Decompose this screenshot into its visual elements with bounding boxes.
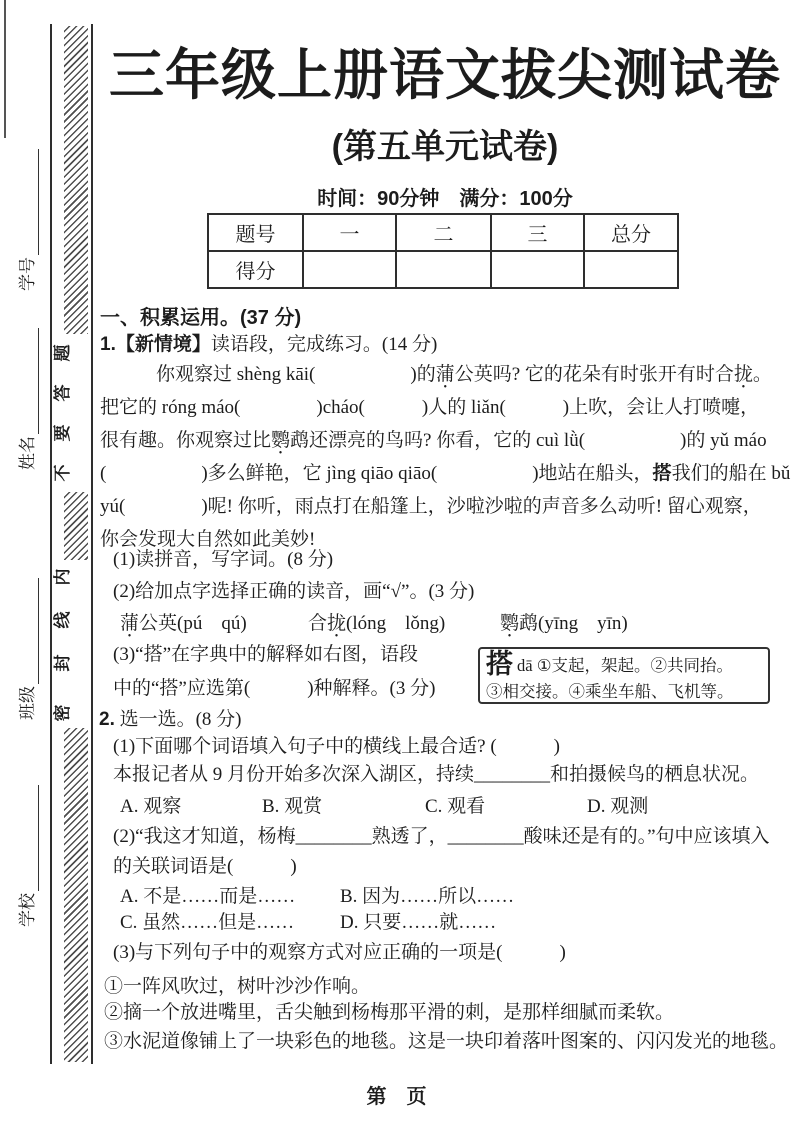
q1-sub1: (1)读拼音，写字词。(8 分): [113, 549, 334, 570]
question1-number: 1.: [100, 334, 116, 355]
seal-char: 封: [53, 654, 72, 672]
passage-line: [100, 462, 790, 486]
dotted-char: 鹦: [500, 613, 520, 634]
dict-headword: 搭: [486, 649, 513, 679]
option-c: C. 虽然……但是……: [120, 912, 295, 933]
question1-tag: 【新情境】: [115, 334, 211, 355]
student-id-label: 学号: [18, 257, 37, 291]
question2-number: 2.: [99, 709, 115, 730]
option-b: B. 因为……所以……: [340, 886, 515, 907]
passage-line: [100, 429, 767, 453]
passage-line: yú( )呢! 你听，雨点打在船篷上，沙啦沙啦的声音多么动听! 留心观察，: [100, 496, 762, 517]
seal-char: 答: [53, 384, 72, 402]
seal-char: 线: [53, 611, 72, 629]
page-title: 三年级上册语文拔尖测试卷: [108, 44, 781, 106]
seal-char: 不: [53, 464, 72, 482]
question2-heading: [99, 708, 242, 732]
q1-sub2: (2)给加点字选择正确的读音，画“√”。(3 分): [113, 581, 475, 602]
option-d: D. 观测: [587, 796, 649, 817]
score-header-cell: 二: [396, 214, 491, 251]
option-a: A. 观察: [120, 796, 182, 817]
name-blank: [23, 328, 39, 434]
score-table-score-row: [208, 251, 678, 288]
passage-line: [156, 363, 772, 387]
option-a: A. 不是……而是……: [120, 886, 296, 907]
passage-line: 你会发现大自然如此美妙!: [100, 529, 316, 550]
q2-sub3-item: ①一阵风吹过，树叶沙沙作响。: [104, 976, 371, 997]
dict-pinyin: dā: [517, 656, 533, 675]
score-header-cell: 总分: [584, 214, 678, 251]
page-subtitle: (第五单元试卷): [331, 128, 559, 166]
margin-field-class: [15, 570, 39, 720]
page-footer: 第 页: [366, 1086, 427, 1108]
q1-sub3-line2: 中的“搭”应选第( )种解释。(3 分): [113, 678, 436, 699]
seal-char: 题: [53, 344, 72, 362]
dictionary-definition-box: [478, 647, 770, 704]
pron-text: 公英(pú qú): [139, 613, 247, 634]
class-label: 班级: [18, 686, 37, 720]
passage-line: 把它的 róng máo( )cháo( )人的 liǎn( )上吹，会让人打喷嚏，: [100, 397, 760, 418]
pron-text: 鹉(yīng yīn): [519, 613, 628, 634]
q1-sub3-line1: (3)“搭”在字典中的解释如右图，语段: [113, 644, 419, 665]
option-d: D. 只要……就……: [340, 912, 497, 933]
margin-field-name: [15, 320, 39, 470]
option-c: C. 观看: [425, 796, 486, 817]
passage-text: 。: [752, 364, 772, 385]
seal-line-right: [91, 24, 93, 1064]
seal-line-left: [50, 24, 52, 1064]
q2-sub1-sentence: 本报记者从 9 月份开始多次深入湖区，持续________和拍摄候鸟的栖息状况。: [113, 764, 760, 785]
bold-char-da: 搭: [652, 463, 672, 484]
school-label: 学校: [18, 893, 37, 927]
passage-text: 很有趣。你观察过比: [100, 430, 272, 451]
exam-meta: 时间：90分钟 满分：100分: [317, 188, 573, 210]
dict-line2: ③相交接。④乘坐车船、飞机等。: [486, 682, 734, 701]
pron-text: (lóng lǒng): [346, 613, 446, 634]
class-blank: [23, 578, 39, 684]
dotted-char: 鹦: [271, 430, 291, 451]
question1-heading: [100, 333, 437, 357]
pron-item: [120, 612, 247, 636]
student-id-blank: [23, 149, 39, 255]
q2-sub1: (1)下面哪个词语填入句子中的横线上最合适? ( ): [113, 736, 560, 757]
question1-title: 读语段，完成练习。(14 分): [210, 334, 438, 355]
score-cell-empty: [491, 251, 584, 288]
q2-sub3-item: ②摘一个放进嘴里，舌尖触到杨梅那平滑的刺，是那样细腻而柔软。: [104, 1002, 675, 1023]
pron-item: [308, 612, 445, 636]
dict-defs-1: ①支起，架起。②共同抬。: [536, 656, 733, 675]
passage-text: 你观察过 shèng kāi( )的: [156, 364, 436, 385]
q2-sub3-item: ③水泥道像铺上了一块彩色的地毯。这是一块印着落叶图案的、闪闪发光的地毯。: [104, 1031, 789, 1052]
q2-sub3: (3)与下列句子中的观察方式对应正确的一项是( ): [113, 942, 566, 963]
pron-item: [500, 612, 628, 636]
score-header-cell: 一: [303, 214, 396, 251]
score-header-cell: 三: [491, 214, 584, 251]
passage-text: ( )多么鲜艳，它 jìng qiāo qiāo( )地站在船头，: [100, 463, 653, 484]
seal-hatch-bottom: [64, 728, 88, 1062]
score-header-cell: 题号: [208, 214, 303, 251]
passage-text: 鹉还漂亮的鸟吗? 你看，它的 cuì lǜ( )的 yǔ máo: [290, 430, 767, 451]
score-table: [207, 213, 679, 289]
passage-text: 公英吗? 它的花朵有时张开有时合: [454, 364, 734, 385]
passage-text: 我们的船在 bǔ: [671, 463, 791, 484]
score-cell-empty: [396, 251, 491, 288]
seal-char: 密: [53, 704, 72, 722]
section1-heading: 一、积累运用。(37 分): [100, 307, 302, 329]
dotted-char: 拢: [733, 364, 753, 385]
dotted-char: 蒲: [435, 364, 455, 385]
name-label: 姓名: [18, 436, 37, 470]
q2-sub2-line2: 的关联词语是( ): [113, 856, 297, 877]
margin-field-school: [15, 777, 39, 927]
margin-field-student-id: [15, 141, 39, 291]
page-edge-line: [4, 0, 6, 138]
seal-hatch-top: [64, 26, 88, 334]
q2-sub2-line1: (2)“我这才知道，杨梅________熟透了，________酸味还是有的。”句中应该填入: [113, 826, 770, 847]
score-row-label: 得分: [208, 251, 303, 288]
score-cell-empty: [584, 251, 678, 288]
question2-title: 选一选。(8 分): [119, 709, 242, 730]
score-table-header-row: [208, 214, 678, 251]
dict-line1: [486, 651, 762, 679]
option-b: B. 观赏: [262, 796, 323, 817]
dotted-char: 蒲: [120, 613, 140, 634]
seal-hatch-middle: [64, 492, 88, 560]
school-blank: [23, 785, 39, 891]
seal-char: 内: [53, 568, 72, 586]
seal-char: 要: [53, 424, 72, 442]
dotted-char: 拢: [327, 613, 347, 634]
score-cell-empty: [303, 251, 396, 288]
pron-text: 合: [308, 613, 328, 634]
